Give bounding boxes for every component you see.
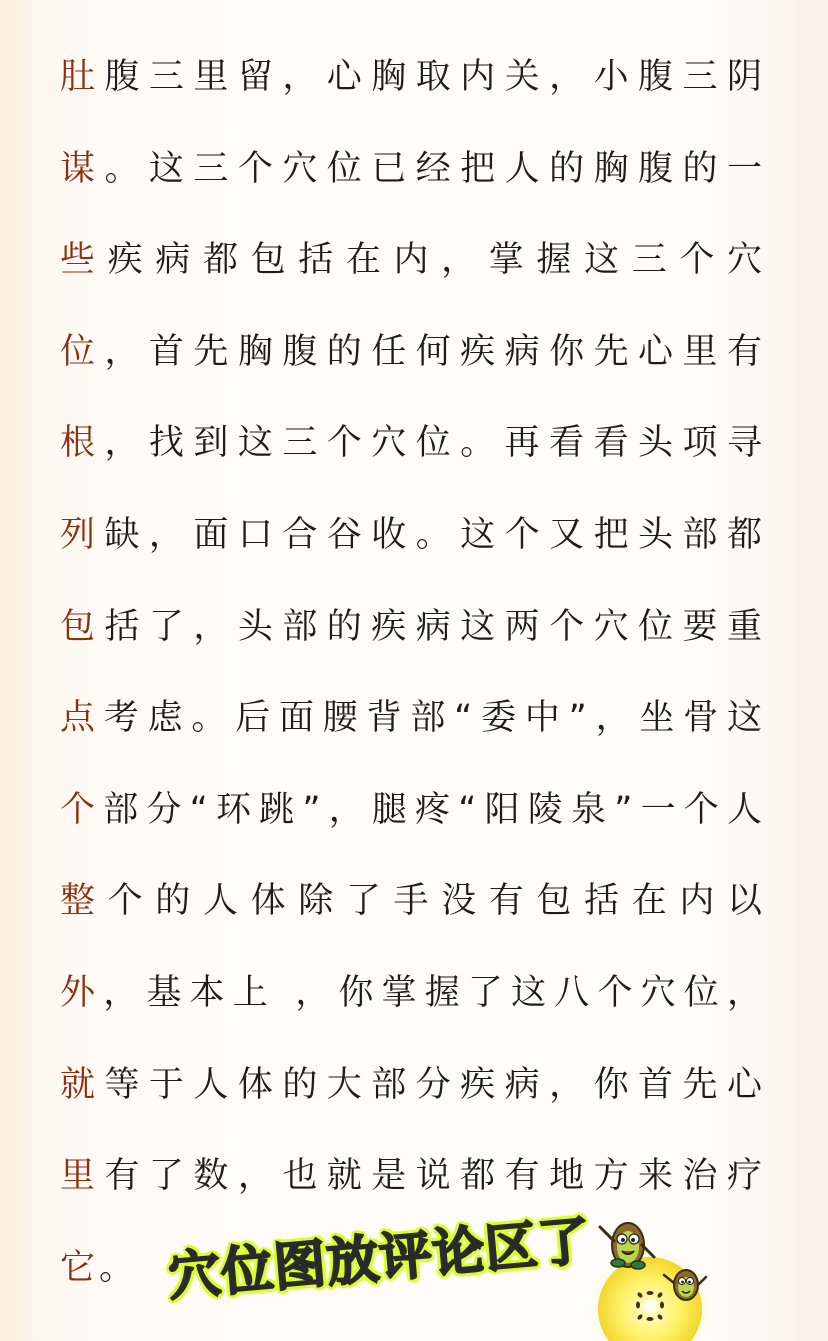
line-first-char: 包: [60, 606, 105, 647]
article-line-9: [60, 779, 766, 871]
article-line-10: [60, 870, 766, 962]
line-text: 括了，头部的疾病这两个穴位要重: [104, 606, 766, 647]
article-line-4: [60, 321, 766, 413]
line-text: 有了数，也就是说都有地方来治疗: [104, 1156, 766, 1197]
line-first-char: 肚: [60, 57, 105, 97]
comment-section-caption: 穴位图放评论区了: [165, 1211, 594, 1308]
line-first-char: 就: [60, 1064, 105, 1105]
line-text: 。这三个穴位已经把人的胸腹的一: [104, 148, 766, 189]
kiwi-mascot-sticker-icon: [588, 1205, 828, 1341]
line-first-char: 些: [60, 240, 108, 281]
line-first-char: 谋: [60, 148, 105, 189]
article-line-3: [60, 229, 766, 321]
line-text: 缺，面口合谷收。这个又把头部都: [104, 514, 766, 555]
line-text: ，基本上 ，你掌握了这八个穴位，: [103, 972, 766, 1013]
line-first-char: 外: [60, 972, 104, 1013]
article-line-7: [60, 596, 766, 688]
line-text: 。: [99, 1247, 139, 1288]
article-line-2: [60, 138, 766, 230]
line-first-char: 位: [60, 331, 105, 372]
line-text: 部分“环跳”，腿疼“阳陵泉”一个人: [103, 789, 766, 830]
line-text: ，首先胸腹的任何疾病你先心里有: [104, 331, 766, 372]
line-text: 疾病都包括在内，掌握这三个穴: [107, 240, 766, 281]
article-body: [60, 46, 766, 1328]
line-text: 等于人体的大部分疾病，你首先心: [104, 1064, 766, 1105]
article-line-5: [60, 412, 766, 504]
article-line-12: [60, 1054, 766, 1146]
article-line-8: [60, 687, 766, 779]
article-line-11: [60, 962, 766, 1054]
line-first-char: 个: [60, 789, 104, 830]
line-first-char: 里: [60, 1156, 105, 1197]
line-first-char: 整: [60, 881, 108, 922]
article-line-6: [60, 504, 766, 596]
line-text: 腹三里留，心胸取内关，小腹三阴: [104, 57, 766, 97]
article-line-1: [60, 46, 766, 138]
line-first-char: 根: [60, 423, 105, 464]
line-first-char: 点: [60, 698, 104, 739]
line-text: 考虑。后面腰背部“委中”，坐骨这: [103, 698, 766, 739]
line-first-char: 它: [60, 1247, 100, 1288]
line-first-char: 列: [60, 514, 105, 555]
line-text: 个的人体除了手没有包括在内以: [107, 881, 766, 922]
line-text: ，找到这三个穴位。再看看头项寻: [104, 423, 766, 464]
